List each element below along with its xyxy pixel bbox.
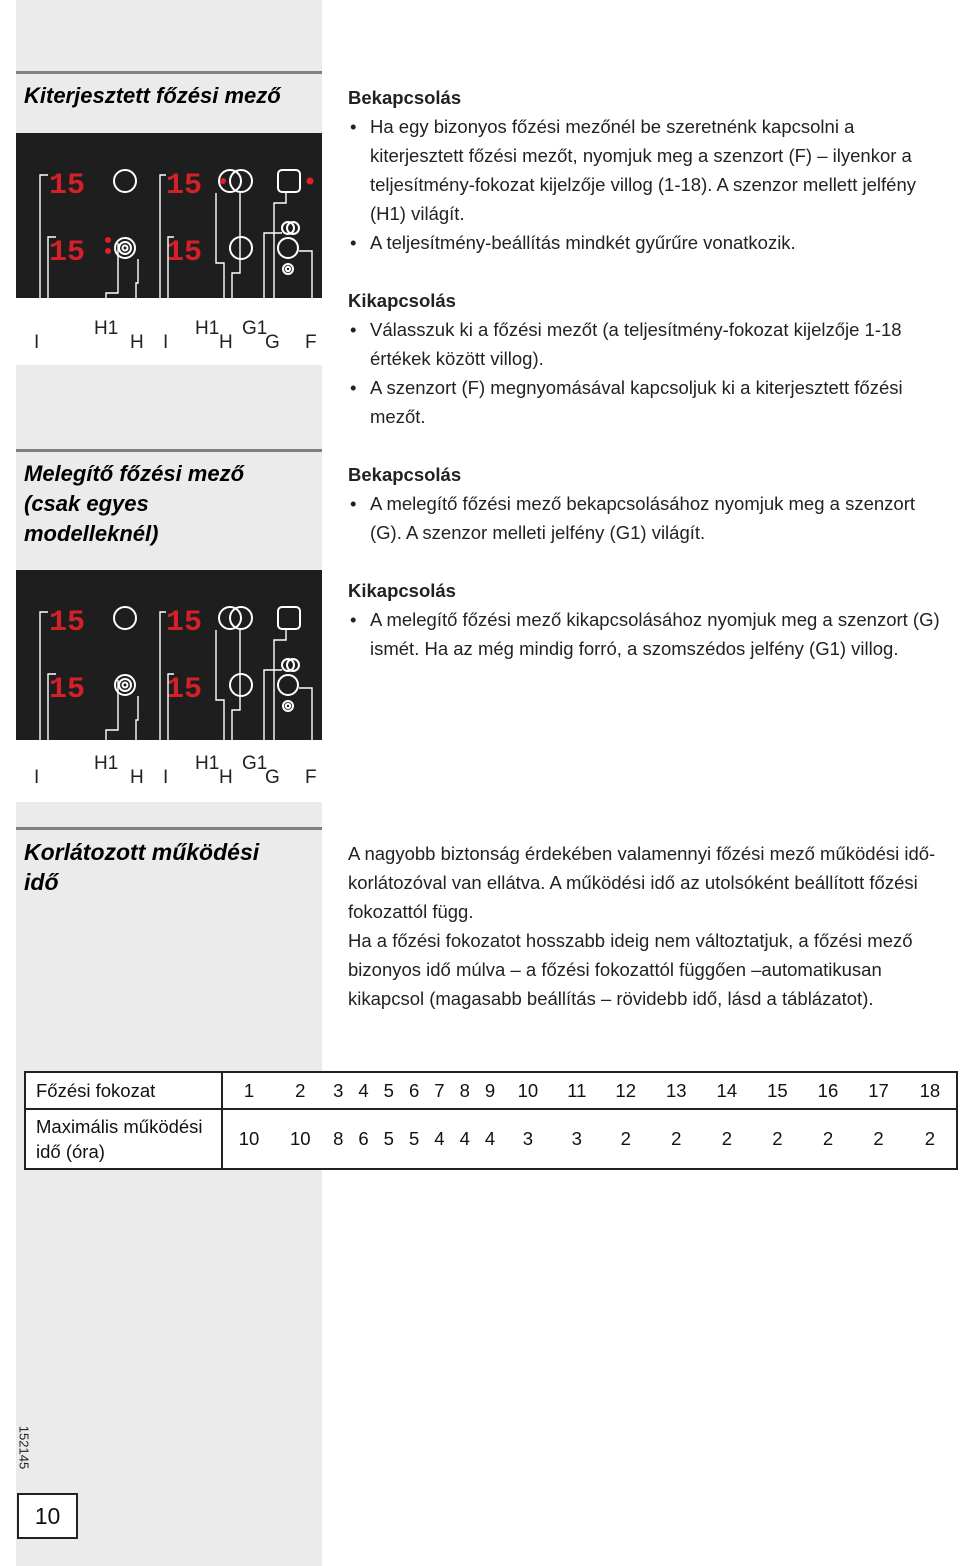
level-cell: 4 — [351, 1072, 376, 1109]
svg-text:F: F — [305, 767, 317, 788]
section-rule — [16, 827, 322, 830]
document-number: 152145 — [16, 1425, 32, 1470]
svg-text:H: H — [219, 332, 233, 353]
svg-text:G: G — [265, 767, 280, 788]
section-title-time-limit: Korlátozott működési idő — [24, 839, 260, 895]
level-cell: 18 — [904, 1072, 957, 1109]
digit-display — [49, 236, 85, 270]
level-cell: 8 — [452, 1072, 477, 1109]
hours-cell: 2 — [600, 1109, 651, 1169]
list-item: • A szenzort (F) megnyomásával kapcsoljuk ki a kiterjesztett főzési mezőt. — [348, 373, 948, 431]
svg-text:F: F — [305, 332, 317, 353]
hours-cell: 5 — [376, 1109, 401, 1169]
level-cell: 2 — [275, 1072, 326, 1109]
section-title-extended-zone: Kiterjesztett főzési mező — [24, 83, 281, 108]
svg-text:H1: H1 — [94, 753, 119, 774]
level-cell: 11 — [553, 1072, 600, 1109]
svg-text:G1: G1 — [242, 753, 268, 774]
digit-display — [166, 236, 202, 270]
section2-content — [348, 460, 948, 663]
table-row — [25, 1109, 957, 1169]
digit-display: 15 — [166, 606, 203, 640]
hours-cell: 5 — [401, 1109, 426, 1169]
page-number: 10 — [17, 1493, 78, 1539]
operating-time-table — [24, 1071, 958, 1170]
section3-content — [348, 839, 938, 1013]
hours-cell: 4 — [427, 1109, 452, 1169]
digit-display: 15 — [49, 673, 86, 707]
level-cell: 16 — [803, 1072, 854, 1109]
level-cell: 7 — [427, 1072, 452, 1109]
svg-text:H1: H1 — [195, 318, 220, 339]
digit-display: 15 — [166, 673, 203, 707]
hours-cell: 2 — [853, 1109, 904, 1169]
control-panel-diagram-1 — [16, 133, 322, 365]
svg-text:I: I — [163, 332, 169, 353]
off-heading: Kikapcsolás — [348, 290, 456, 311]
svg-text:15: 15 — [166, 236, 203, 270]
level-cell: 10 — [503, 1072, 554, 1109]
level-cell: 6 — [401, 1072, 426, 1109]
led-h1-left — [105, 237, 111, 243]
svg-text:G: G — [265, 332, 280, 353]
on-heading: Bekapcsolás — [348, 464, 462, 485]
level-cell: 3 — [326, 1072, 351, 1109]
hours-cell: 2 — [904, 1109, 957, 1169]
hours-cell: 4 — [477, 1109, 502, 1169]
paragraph: A nagyobb biztonság érdekében valamennyi főzési mező működési idő-korlátozóval van ellátva. A működési idő az utolsóként beállított főzési fokozattól függ. — [348, 843, 936, 922]
led-h1-left-2 — [105, 248, 111, 254]
svg-text:H: H — [130, 767, 144, 788]
hours-cell: 2 — [651, 1109, 702, 1169]
hours-cell: 2 — [702, 1109, 753, 1169]
svg-text:H: H — [130, 332, 144, 353]
list-item: • A teljesítmény-beállítás mindkét gyűrűre vonatkozik. — [348, 228, 948, 257]
svg-text:15: 15 — [49, 236, 86, 270]
list-item: • Ha egy bizonyos főzési mezőnél be szeretnénk kapcsolni a kiterjesztett főzési mezőt, nyomjuk meg a szenzort (F) – ilyenkor a teljesítmény-fokozat kijelzője villog (1-18). A szenzor mellett jelfény (H1) világít. — [348, 112, 948, 228]
list-item: • A melegítő főzési mező bekapcsolásához nyomjuk meg a szenzort (G). A szenzor melleti jelfény (G1) világít. — [348, 489, 948, 547]
hours-cell: 2 — [803, 1109, 854, 1169]
hours-cell: 3 — [553, 1109, 600, 1169]
svg-text:15: 15 — [166, 169, 203, 203]
hours-cell: 6 — [351, 1109, 376, 1169]
on-heading: Bekapcsolás — [348, 87, 462, 108]
svg-text:15: 15 — [49, 169, 86, 203]
svg-text:H: H — [219, 767, 233, 788]
list-item: • Válasszuk ki a főzési mezőt (a teljesítmény-fokozat kijelzője 1-18 értékek között villog). — [348, 315, 948, 373]
section-title-warming-zone: Melegítő főzési mező (csak egyes modelleknél) — [24, 461, 245, 546]
level-cell: 9 — [477, 1072, 502, 1109]
section-rule — [16, 449, 322, 452]
level-cell: 14 — [702, 1072, 753, 1109]
hours-cell: 3 — [503, 1109, 554, 1169]
led-h1-mid — [220, 178, 226, 184]
level-cell: 17 — [853, 1072, 904, 1109]
svg-text:H1: H1 — [195, 753, 220, 774]
row-header-level: Főzési fokozat — [25, 1072, 222, 1109]
digit-display: 15 — [49, 606, 86, 640]
svg-text:H1: H1 — [94, 318, 119, 339]
level-cell: 13 — [651, 1072, 702, 1109]
level-cell: 15 — [752, 1072, 803, 1109]
control-panel-diagram-2 — [16, 570, 322, 802]
off-heading: Kikapcsolás — [348, 580, 456, 601]
level-cell: 5 — [376, 1072, 401, 1109]
section1-content — [348, 83, 948, 431]
hours-cell: 4 — [452, 1109, 477, 1169]
hours-cell: 2 — [752, 1109, 803, 1169]
hours-cell: 10 — [275, 1109, 326, 1169]
svg-text:G1: G1 — [242, 318, 268, 339]
digit-display — [49, 169, 85, 203]
svg-text:I: I — [163, 767, 169, 788]
digit-display — [166, 169, 202, 203]
row-header-hours: Maximális működési idő (óra) — [25, 1109, 222, 1169]
svg-text:I: I — [34, 767, 40, 788]
table-row — [25, 1072, 957, 1109]
hours-cell: 8 — [326, 1109, 351, 1169]
led-f — [307, 178, 314, 185]
svg-text:I: I — [34, 332, 40, 353]
list-item: • A melegítő főzési mező kikapcsolásához nyomjuk meg a szenzort (G) ismét. Ha az még mindig forró, a szomszédos jelfény (G1) villog. — [348, 605, 948, 663]
paragraph: Ha a főzési fokozatot hosszabb ideig nem változtatjuk, a főzési mező bizonyos idő múlva – a főzési fokozattól függően –automatikusan kikapcsol (magasabb beállítás – rövidebb idő, lásd a táblázatot). — [348, 930, 913, 1009]
level-cell: 12 — [600, 1072, 651, 1109]
hours-cell: 10 — [222, 1109, 275, 1169]
level-cell: 1 — [222, 1072, 275, 1109]
section-rule — [16, 71, 322, 74]
